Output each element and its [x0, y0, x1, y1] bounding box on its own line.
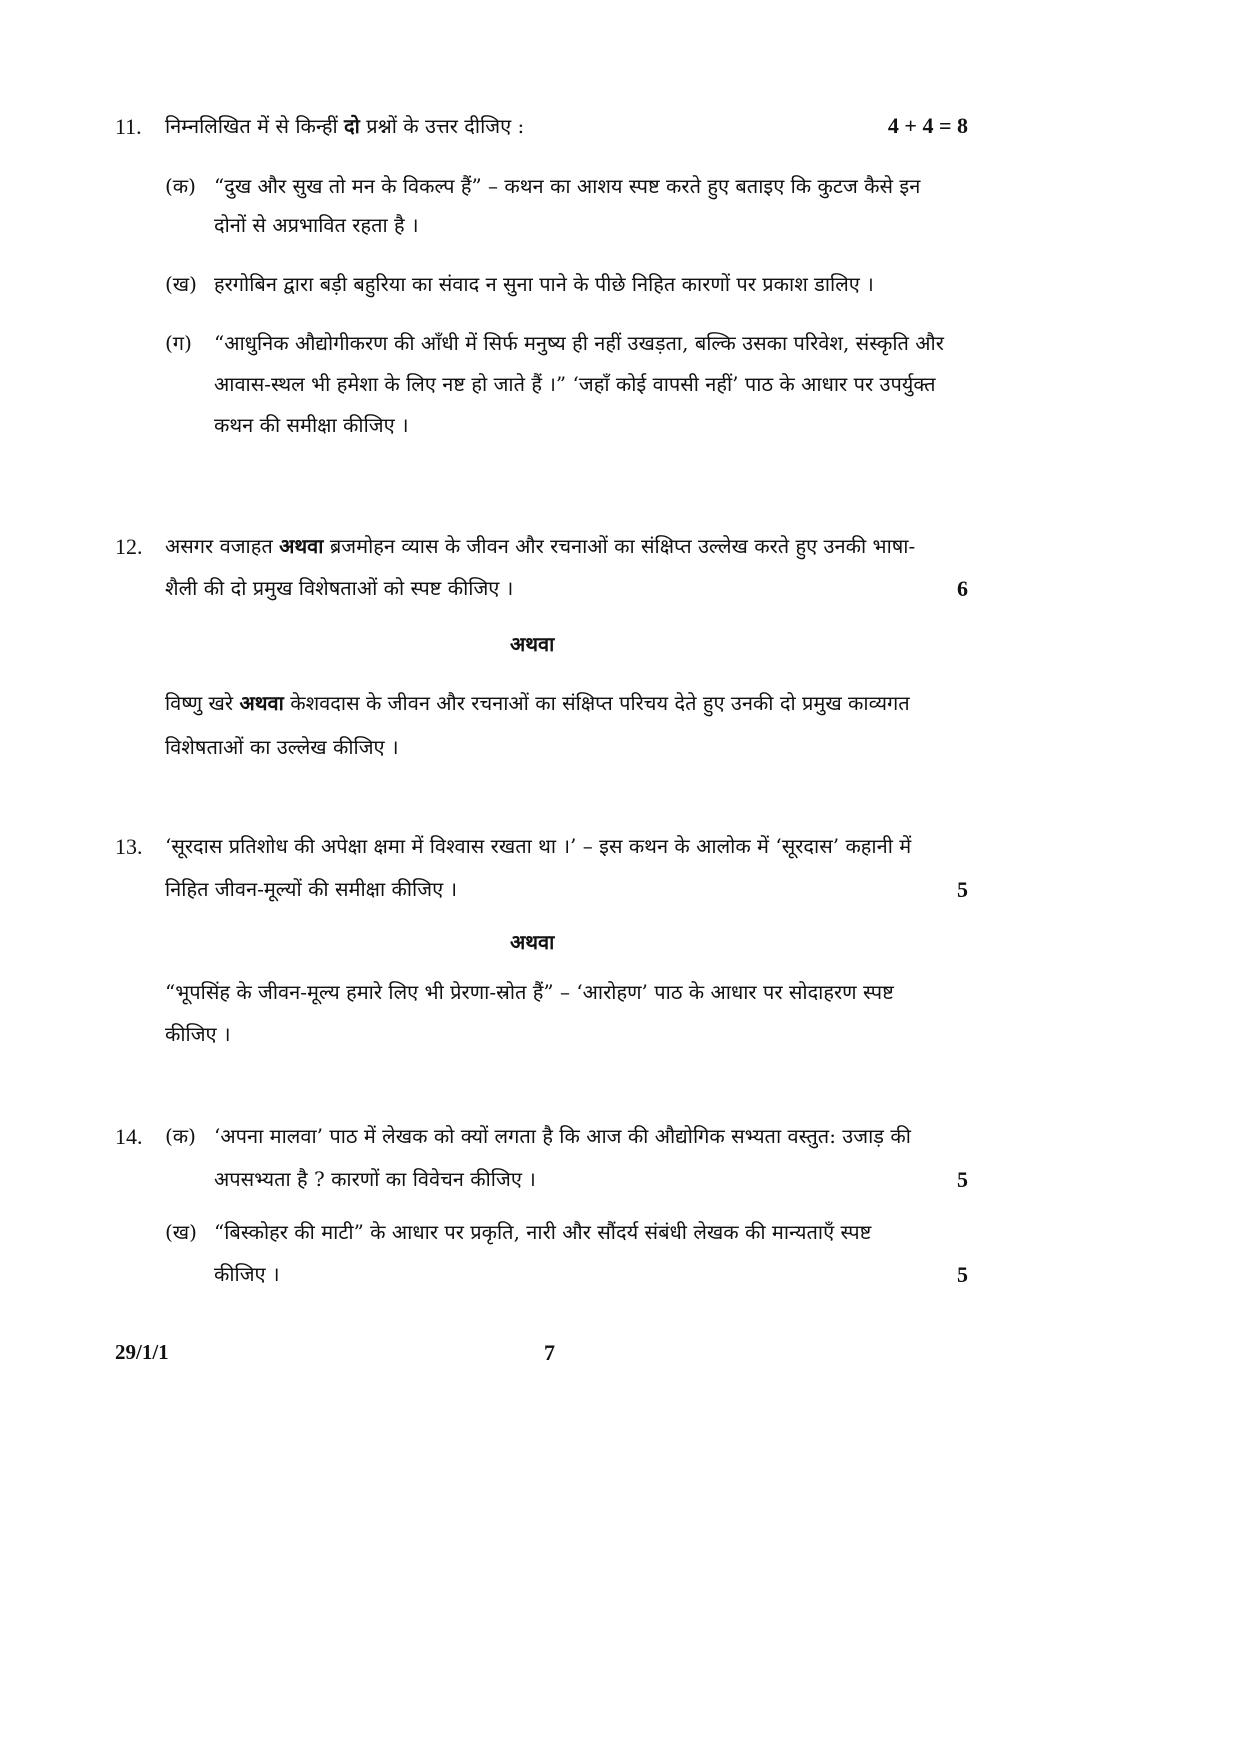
question-emphasis: अथवा [279, 534, 324, 558]
question-text-part: असगर वजाहत [165, 534, 273, 558]
alternative-question-text: कीजिए । [165, 1022, 231, 1046]
question-number: 11. [115, 114, 142, 139]
alternative-question-text: विशेषताओं का उल्लेख कीजिए । [165, 735, 399, 759]
question-text: प्रश्नों के उत्तर दीजिए : [366, 114, 525, 138]
sub-question-text: अपसभ्यता है ? कारणों का विवेचन कीजिए । [214, 1167, 536, 1191]
page-number: 7 [544, 1340, 555, 1365]
question-text [165, 536, 915, 556]
question-intro [165, 116, 524, 136]
question-text: निहित जीवन-मूल्यों की समीक्षा कीजिए । [165, 877, 458, 901]
sub-question-text: “बिस्कोहर की माटी” के आधार पर प्रकृति, नारी और सौंदर्य संबंधी लेखक की मान्यताएँ स्पष्ट [214, 1220, 872, 1244]
question-number: 14. [115, 1124, 143, 1149]
sub-question-label: (क) [165, 174, 196, 198]
marks: 4 + 4 = 8 [887, 113, 968, 138]
sub-question-text: “आधुनिक औद्योगीकरण की आँधी में सिर्फ मनुष्य ही नहीं उखड़ता, बल्कि उसका परिवेश, संस्कृति और [214, 331, 944, 355]
marks: 5 [957, 1167, 968, 1192]
marks: 6 [957, 576, 968, 601]
question-number: 13. [115, 834, 143, 859]
or-heading: अथवा [510, 632, 555, 656]
paper-code: 29/1/1 [115, 1340, 169, 1364]
marks: 5 [957, 877, 968, 902]
marks: 5 [957, 1262, 968, 1287]
alternative-question-text [165, 693, 910, 713]
question-text-part: ब्रजमोहन व्यास के जीवन और रचनाओं का संक्षिप्त उल्लेख करते हुए उनकी भाषा- [329, 534, 916, 558]
sub-question-label: (ख) [165, 1220, 197, 1244]
question-number: 12. [115, 534, 143, 559]
question-text: निम्नलिखित में से किन्हीं [165, 114, 338, 138]
alternative-question-text: “भूपसिंह के जीवन-मूल्य हमारे लिए भी प्रेरणा-स्रोत हैं” – ‘आरोहण’ पाठ के आधार पर सोदाहरण स्पष्ट [165, 980, 894, 1004]
question-text-part: केशवदास के जीवन और रचनाओं का संक्षिप्त परिचय देते हुए उनकी दो प्रमुख काव्यगत [290, 691, 910, 715]
question-text: शैली की दो प्रमुख विशेषताओं को स्पष्ट कीजिए । [165, 576, 514, 600]
sub-question-text: हरगोबिन द्वारा बड़ी बहुरिया का संवाद न सुना पाने के पीछे निहित कारणों पर प्रकाश डालिए । [214, 272, 874, 296]
question-emphasis: अथवा [239, 691, 284, 715]
sub-question-text: “दुख और सुख तो मन के विकल्प हैं” – कथन का आशय स्पष्ट करते हुए बताइए कि कुटज कैसे इन [214, 174, 921, 198]
question-text-part: विष्णु खरे [165, 691, 234, 715]
sub-question-text: कथन की समीक्षा कीजिए । [214, 413, 409, 437]
sub-question-label: (ग) [165, 331, 192, 355]
sub-question-text: आवास-स्थल भी हमेशा के लिए नष्ट हो जाते हैं ।” ‘जहाँ कोई वापसी नहीं’ पाठ के आधार पर उपर्युक्त [214, 372, 936, 396]
sub-question-text: दोनों से अप्रभावित रहता है । [214, 213, 419, 237]
or-heading: अथवा [510, 930, 555, 954]
sub-question-text: ‘अपना मालवा’ पाठ में लेखक को क्यों लगता है कि आज की औद्योगिक सभ्यता वस्तुत: उजाड़ की [214, 1124, 911, 1148]
question-emphasis: दो [344, 114, 360, 138]
sub-question-text: कीजिए । [214, 1262, 280, 1286]
sub-question-label: (ख) [165, 272, 197, 296]
question-text: ‘सूरदास प्रतिशोध की अपेक्षा क्षमा में विश्वास रखता था ।’ – इस कथन के आलोक में ‘सूरदास’ कहानी में [165, 834, 912, 858]
sub-question-label: (क) [165, 1124, 196, 1148]
